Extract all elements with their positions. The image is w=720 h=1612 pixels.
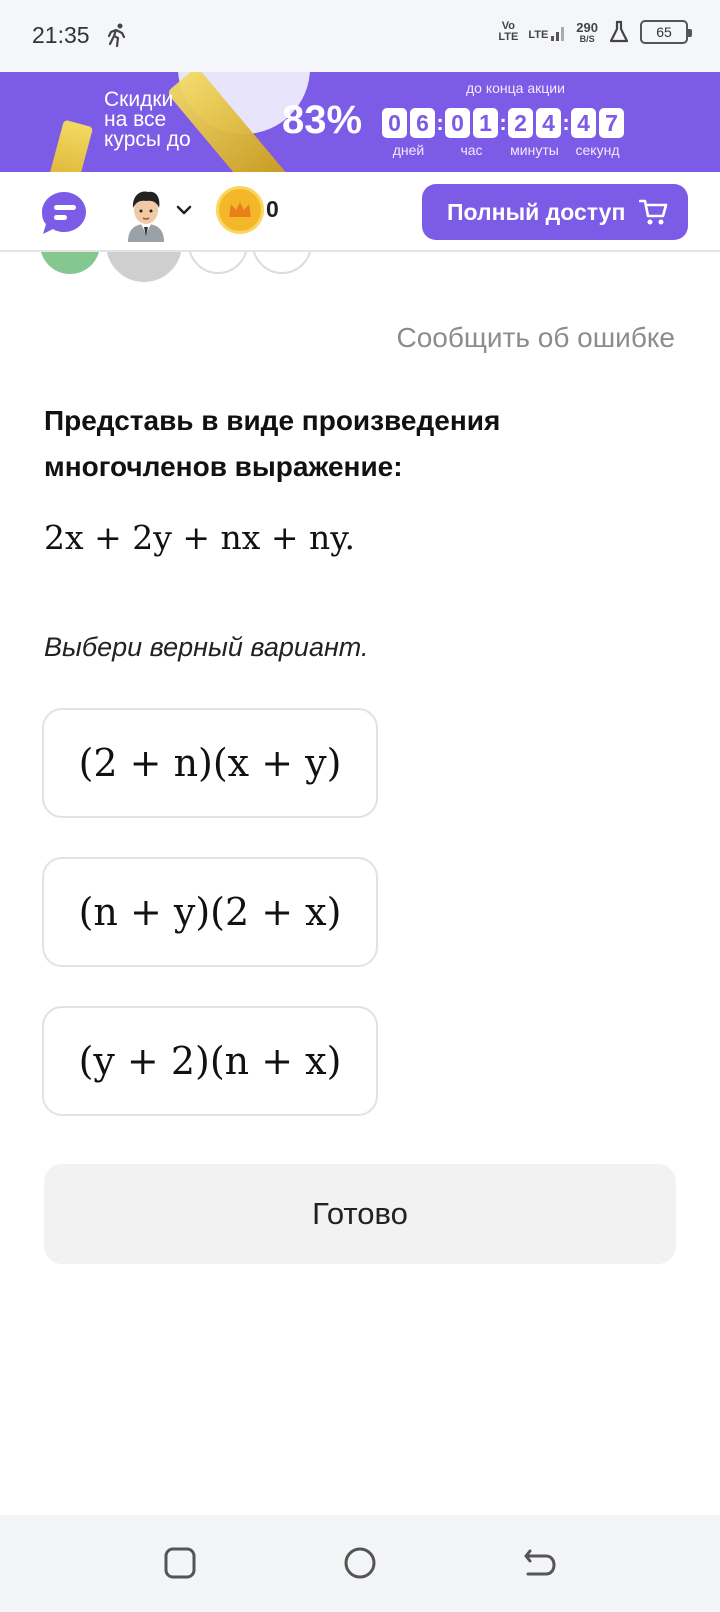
promo-text: Скидки на все курсы до	[104, 88, 191, 151]
answer-option[interactable]	[42, 1006, 378, 1116]
crown-coin-icon[interactable]	[216, 186, 264, 234]
timer-separator: :	[436, 110, 444, 135]
instruction-text: Выбери верный вариант.	[44, 632, 369, 662]
done-label: Готово	[312, 1196, 408, 1231]
math-expression: 2x + 2y + nx + ny.	[44, 518, 356, 557]
timer-digit: 0	[445, 108, 470, 138]
timer-hours	[445, 108, 498, 158]
timer-label: час	[460, 142, 483, 158]
timer-days	[382, 108, 435, 158]
chevron-down-icon[interactable]	[176, 204, 192, 216]
crown-icon	[227, 199, 253, 221]
status-bar	[0, 0, 720, 72]
done-button[interactable]	[44, 1164, 676, 1264]
answer-option[interactable]	[42, 708, 378, 818]
volte-indicator: Vo LTE	[498, 20, 519, 43]
timer-label: секунд	[575, 142, 620, 158]
app-header	[0, 172, 720, 252]
timer-separator: :	[562, 110, 570, 135]
promo-caption: до конца акции	[466, 80, 565, 96]
timer-digit: 4	[536, 108, 561, 138]
timer-label: минуты	[510, 142, 559, 158]
timer-digit: 0	[382, 108, 407, 138]
full-access-label: Полный доступ	[447, 198, 626, 225]
question-text: Представь в виде произведения многочленов выражение:	[44, 405, 501, 482]
chat-icon[interactable]	[40, 190, 88, 236]
timer-digit: 2	[508, 108, 533, 138]
coin-count: 0	[266, 196, 279, 222]
answer-option[interactable]	[42, 857, 378, 967]
timer-digit: 4	[571, 108, 596, 138]
network-speed: 290 B/S	[576, 19, 598, 44]
signal-icon	[550, 23, 566, 41]
timer-minutes	[508, 108, 561, 158]
promo-banner[interactable]	[0, 72, 720, 172]
promo-percent: 83%	[282, 98, 363, 142]
timer-digit: 1	[473, 108, 498, 138]
timer-digit: 6	[410, 108, 435, 138]
full-access-button[interactable]	[422, 184, 688, 240]
back-icon[interactable]	[522, 1545, 558, 1581]
avatar[interactable]	[122, 186, 170, 242]
timer-label: дней	[392, 142, 425, 158]
lte-signal: LTE	[528, 23, 566, 41]
answer-option-text: (y + 2)(n + x)	[78, 1039, 342, 1083]
cart-icon	[639, 198, 669, 226]
clock: 21:35	[32, 22, 90, 48]
running-icon	[104, 22, 128, 48]
answer-option-text: (n + y)(2 + x)	[78, 890, 342, 934]
timer-seconds	[571, 108, 624, 158]
home-icon[interactable]	[342, 1545, 378, 1581]
timer-separator: :	[499, 110, 507, 135]
battery-icon	[640, 20, 688, 44]
answer-option-text: (2 + n)(x + y)	[78, 741, 342, 785]
system-nav-bar	[0, 1515, 720, 1612]
flask-icon	[608, 20, 630, 44]
battery-level: 65	[656, 24, 672, 40]
report-error-link[interactable]: Сообщить об ошибке	[396, 322, 675, 353]
timer-digit: 7	[599, 108, 624, 138]
recent-apps-icon[interactable]	[162, 1545, 198, 1581]
countdown-timer	[382, 108, 624, 158]
promo-ribbon	[41, 120, 93, 172]
status-icons	[498, 20, 688, 44]
